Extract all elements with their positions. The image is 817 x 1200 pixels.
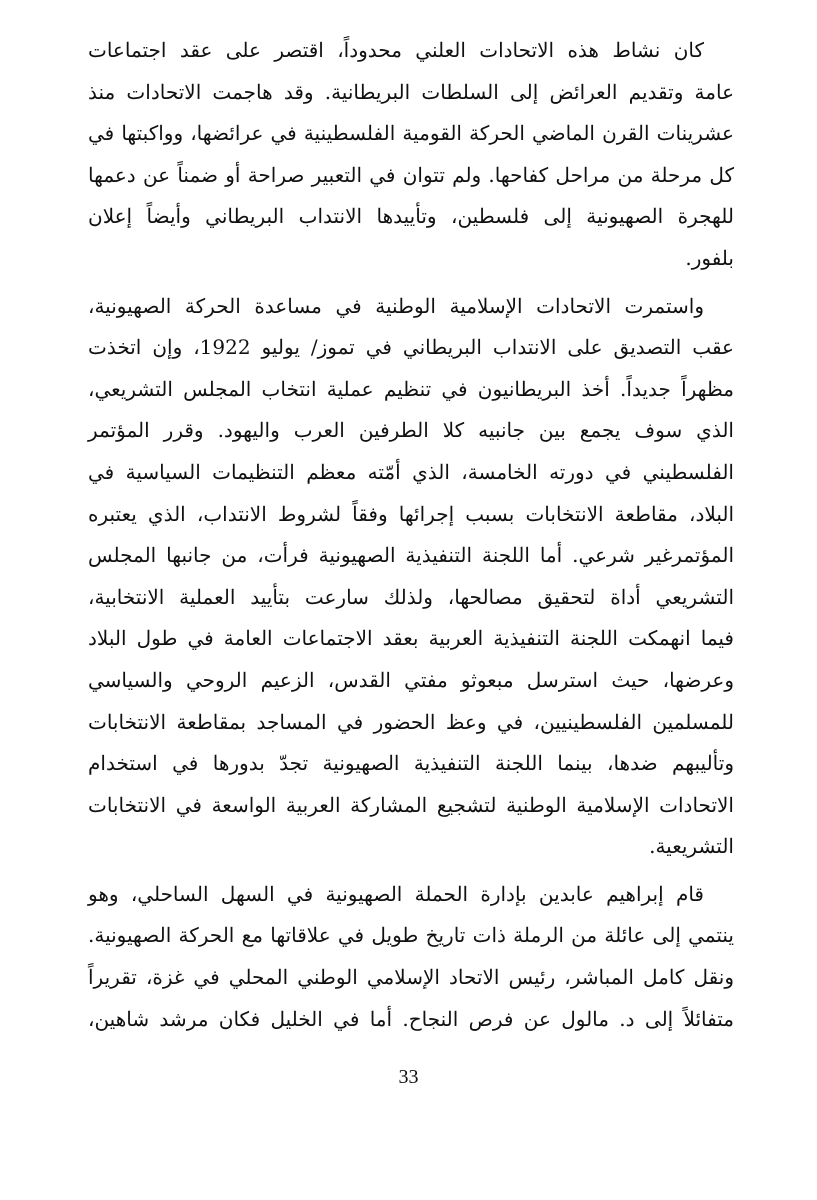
text-line: مظهراً جديداً. أخذ البريطانيون في تنظيم عملية انتخاب المجلس التشريعي، <box>88 376 734 401</box>
text-line: الاتحادات الإسلامية الوطنية لتشجيع المشاركة العربية الواسعة في الانتخابات <box>88 792 734 817</box>
text-line: واستمرت الاتحادات الإسلامية الوطنية في مساعدة الحركة الصهيونية، <box>88 293 704 318</box>
text-line: التشريعية. <box>649 834 734 859</box>
text-line: بلفور. <box>685 245 734 270</box>
text-line: للمسلمين الفلسطينيين، في وعظ الحضور في المساجد بمقاطعة الانتخابات <box>88 709 734 734</box>
text-line: ونقل كامل المباشر، رئيس الاتحاد الإسلامي الوطني المحلي في غزة، تقريراً <box>88 965 734 990</box>
text-line: متفائلاً إلى د. مالول عن فرص النجاح. أما في الخليل فكان مرشد شاهين، <box>88 1006 734 1031</box>
text-line: وتأليبهم ضدها، بينما اللجنة التنفيذية الصهيونية تجدّ بدورها في استخدام <box>88 751 734 776</box>
text-line: البلاد، مقاطعة الانتخابات بسبب إجرائها وفقاً لشروط الانتداب، الذي يعتبره <box>88 501 734 526</box>
text-line: للهجرة الصهيونية إلى فلسطين، وتأييدها الانتداب البريطاني وأيضاً إعلان <box>88 204 734 229</box>
paragraph-2 <box>88 286 734 868</box>
page-number: 33 <box>398 1066 419 1088</box>
text-line: التشريعي أداة لتحقيق مصالحها، ولذلك سارعت بتأييد العملية الانتخابية، <box>88 584 734 609</box>
text-line: ينتمي إلى عائلة من الرملة ذات تاريخ طويل في علاقاتها مع الحركة الصهيونية. <box>88 923 734 948</box>
text-line: عامة وتقديم العرائض إلى السلطات البريطانية. وقد هاجمت الاتحادات منذ <box>88 79 734 104</box>
paragraph-1 <box>88 30 734 280</box>
page-body <box>88 30 734 1046</box>
text-line: المؤتمرغير شرعي. أما اللجنة التنفيذية الصهيونية فرأت، من جانبها المجلس <box>88 543 734 568</box>
text-line: كان نشاط هذه الاتحادات العلني محدوداً، اقتصر على عقد اجتماعات <box>88 38 704 62</box>
text-line: قام إبراهيم عابدين بإدارة الحملة الصهيونية في السهل الساحلي، وهو <box>88 881 704 906</box>
text-line: كل مرحلة من مراحل كفاحها. ولم تتوان في التعبير صراحة أو ضمناً عن دعمها <box>88 162 734 187</box>
text-line: الذي سوف يجمع بين جانبيه كلا الطرفين العرب واليهود. وقرر المؤتمر <box>88 418 734 443</box>
text-line: عقب التصديق على الانتداب البريطاني في تموز/ يوليو 1922، وإن اتخذت <box>88 335 734 360</box>
text-line: عشرينات القرن الماضي الحركة القومية الفلسطينية في عرائضها، وواكبتها في <box>88 121 734 146</box>
text-line: وعرضها، حيث استرسل مبعوثو مفتي القدس، الزعيم الروحي والسياسي <box>88 667 734 692</box>
text-line: فيما انهمكت اللجنة التنفيذية العربية بعقد الاجتماعات العامة في طول البلاد <box>88 626 734 651</box>
paragraph-3 <box>88 874 734 1040</box>
text-line: الفلسطيني في دورته الخامسة، الذي أمّته معظم التنظيمات السياسية في <box>88 459 734 484</box>
